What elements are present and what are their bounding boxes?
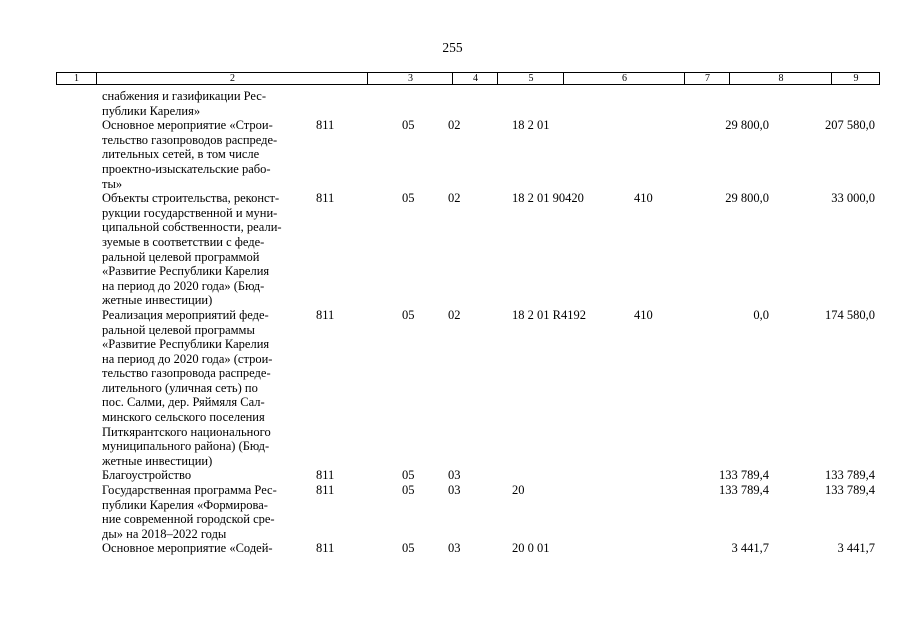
table-row (0, 541, 905, 556)
table-row (0, 483, 905, 541)
header-col-5: 5 (497, 73, 564, 84)
cell-name (102, 89, 307, 118)
cell-amount-year-1: 29 800,0 (725, 118, 769, 133)
cell-expense-type: 410 (634, 307, 653, 322)
cell-target-article: 18 2 01 R4192 (512, 307, 586, 322)
cell-amount-year-2: 174 580,0 (825, 307, 875, 322)
cell-amount-year-1: 0,0 (753, 307, 769, 322)
cell-name-line: на период до 2020 года» (строи- (102, 351, 273, 366)
cell-name-line: проектно-изыскательские рабо- (102, 161, 271, 176)
cell-amount-year-1: 29 800,0 (725, 191, 769, 206)
cell-subsection: 02 (448, 307, 461, 322)
cell-name (102, 468, 307, 483)
cell-section: 05 (402, 307, 415, 322)
cell-name-line: Государственная программа Рес- (102, 483, 277, 498)
cell-subsection: 03 (448, 468, 461, 483)
cell-name-line: ды» на 2018–2022 годы (102, 526, 227, 541)
cell-name-line: Питкярантского национального (102, 424, 271, 439)
table-row (0, 191, 905, 308)
cell-name-line: Объекты строительства, реконст- (102, 191, 280, 206)
table-header (56, 72, 880, 85)
cell-section: 05 (402, 118, 415, 133)
cell-name-line: ральной целевой программой (102, 249, 260, 264)
cell-target-article: 20 0 01 (512, 541, 550, 556)
cell-name-line: ние современной городской сре- (102, 512, 275, 527)
table-body (0, 89, 905, 556)
cell-section: 05 (402, 541, 415, 556)
cell-name-line: рукции государственной и муни- (102, 205, 278, 220)
cell-section: 05 (402, 468, 415, 483)
header-col-4: 4 (452, 73, 498, 84)
cell-grbs: 811 (316, 191, 335, 206)
cell-amount-year-2: 133 789,4 (825, 483, 875, 498)
cell-name-line: тельство газопровода распреде- (102, 366, 271, 381)
cell-amount-year-1: 3 441,7 (731, 541, 769, 556)
cell-target-article: 20 (512, 483, 525, 498)
cell-name-line: жетные инвестиции) (102, 293, 213, 308)
cell-grbs: 811 (316, 483, 335, 498)
cell-name-line: муниципального района) (Бюд- (102, 439, 270, 454)
header-col-7: 7 (684, 73, 730, 84)
header-col-1: 1 (74, 73, 79, 84)
cell-name-line: ральной целевой программы (102, 322, 255, 337)
cell-subsection: 02 (448, 118, 461, 133)
cell-grbs: 811 (316, 307, 335, 322)
cell-name-line: жетные инвестиции) (102, 453, 213, 468)
cell-name-line: лительных сетей, в том числе (102, 147, 260, 162)
cell-name-line: пос. Салми, дер. Ряймяля Сал- (102, 395, 265, 410)
cell-name-line: публики Карелия «Формирова- (102, 497, 268, 512)
cell-subsection: 03 (448, 541, 461, 556)
header-col-9: 9 (831, 73, 880, 84)
cell-section: 05 (402, 483, 415, 498)
cell-expense-type: 410 (634, 191, 653, 206)
cell-name-line: снабжения и газификации Рес- (102, 89, 266, 103)
cell-grbs: 811 (316, 118, 335, 133)
cell-amount-year-2: 3 441,7 (837, 541, 875, 556)
header-col-3: 3 (367, 73, 453, 84)
cell-amount-year-1: 133 789,4 (719, 468, 769, 483)
cell-name-line: минского сельского поселения (102, 410, 265, 425)
cell-target-article: 18 2 01 (512, 118, 550, 133)
cell-name-line: «Развитие Республики Карелия (102, 264, 270, 279)
header-col-8: 8 (729, 73, 832, 84)
cell-name-line: Благоустройство (102, 468, 192, 483)
cell-subsection: 02 (448, 191, 461, 206)
cell-amount-year-2: 207 580,0 (825, 118, 875, 133)
cell-name (102, 118, 307, 191)
cell-name-line: Основное мероприятие «Строи- (102, 118, 273, 133)
cell-amount-year-2: 133 789,4 (825, 468, 875, 483)
cell-target-article: 18 2 01 90420 (512, 191, 584, 206)
cell-name-line: публики Карелия» (102, 103, 201, 118)
cell-name-line: тельство газопроводов распреде- (102, 132, 278, 147)
cell-name-line: «Развитие Республики Карелия (102, 337, 270, 352)
cell-grbs: 811 (316, 541, 335, 556)
cell-name (102, 308, 307, 469)
cell-name-line: ципальной собственности, реали- (102, 220, 282, 235)
table-row (0, 89, 905, 118)
cell-grbs: 811 (316, 468, 335, 483)
header-col-6: 6 (563, 73, 685, 84)
cell-name (102, 541, 307, 556)
cell-subsection: 03 (448, 483, 461, 498)
cell-name-line: Реализация мероприятий феде- (102, 307, 269, 322)
page-number: 255 (442, 40, 463, 55)
cell-name-line: ты» (102, 176, 123, 191)
table-row (0, 468, 905, 483)
cell-amount-year-2: 33 000,0 (831, 191, 875, 206)
cell-section: 05 (402, 191, 415, 206)
cell-amount-year-1: 133 789,4 (719, 483, 769, 498)
cell-name-line: Основное мероприятие «Содей- (102, 541, 273, 556)
cell-name (102, 483, 307, 541)
cell-name-line: лительного (уличная сеть) по (102, 380, 258, 395)
table-row (0, 118, 905, 191)
header-col-2: 2 (96, 73, 368, 84)
table-row (0, 308, 905, 469)
cell-name-line: зуемые в соответствии с феде- (102, 234, 265, 249)
cell-name (102, 191, 307, 308)
cell-name-line: на период до 2020 года» (Бюд- (102, 278, 265, 293)
